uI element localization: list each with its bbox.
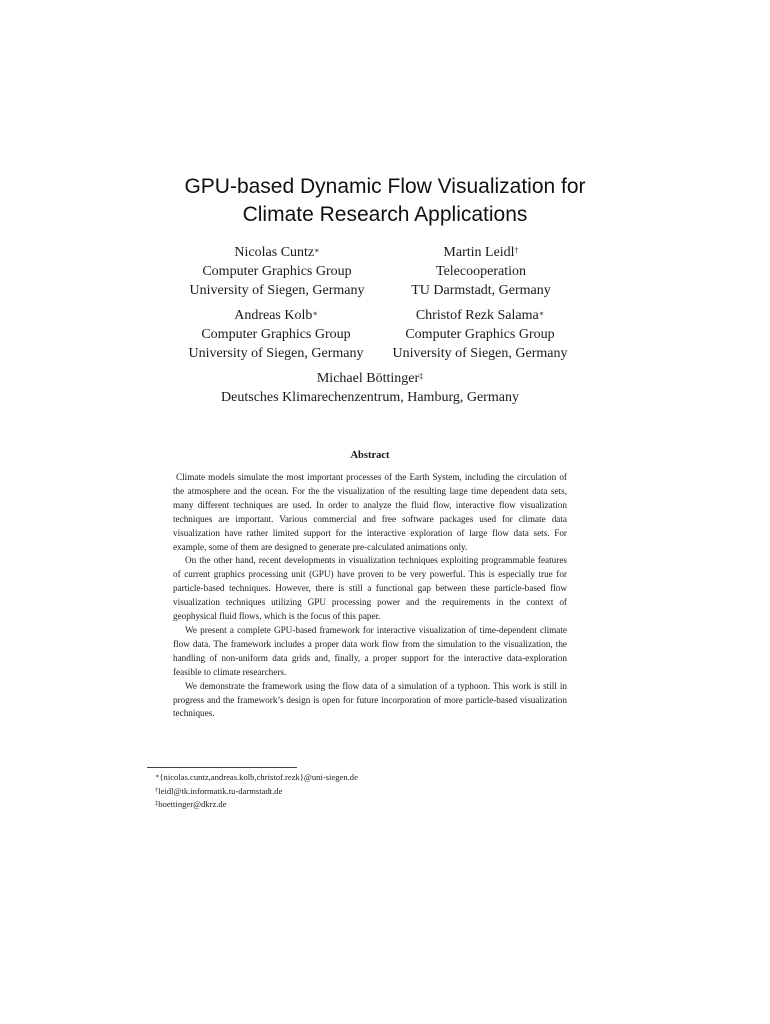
author-block-cuntz — [157, 243, 397, 300]
author-block-leidl — [381, 243, 581, 300]
author-affiliation: University of Siegen, Germany — [188, 346, 364, 361]
abstract-body — [173, 471, 567, 721]
footnote — [155, 771, 358, 785]
author-affiliation: University of Siegen, Germany — [392, 346, 568, 361]
author-block-kolb — [156, 306, 396, 363]
abstract-paragraph: Climate models simulate the most important processes of the Earth System, including the circulation of the atmosphere and the ocean. For the the visualization of the resulting large time dependent data sets, many different techniques are used. In order to analyze the fluid flow, interactive flow visualization techniques are important. Various commercial and free software packages used for climate data visualization have rather limited support for the interactive exploration of large flow data sets. For example, some of them are designed to generate pre-calculated animations only. — [173, 472, 567, 552]
author-name: Nicolas Cuntz∗ — [234, 245, 320, 260]
footnote-divider — [147, 767, 297, 768]
author-name: Michael Böttinger‡ — [316, 371, 424, 386]
footnote-mark: ∗ — [155, 773, 160, 780]
author-name: Martin Leidl† — [443, 245, 519, 260]
author-name: Andreas Kolb∗ — [234, 308, 318, 323]
title-line-2: Climate Research Applications — [242, 203, 528, 226]
author-group: Computer Graphics Group — [202, 264, 352, 279]
paper-title — [0, 173, 770, 229]
author-name: Christof Rezk Salama∗ — [415, 308, 545, 323]
footnote-text: {nicolas.cuntz,andreas.kolb,christof.rezk}@uni-siegen.de — [159, 772, 358, 782]
author-mark: ∗ — [538, 309, 545, 318]
abstract-paragraph: We demonstrate the framework using the flow data of a simulation of a typhoon. This work is still in progress and the framework’s design is open for future incorporation of more particle-based visualization techniques. — [173, 680, 567, 719]
author-group: Computer Graphics Group — [405, 327, 555, 342]
author-affiliation: University of Siegen, Germany — [189, 283, 365, 298]
abstract-paragraph: On the other hand, recent developments in visualization techniques exploiting programmable features of current graphics processing unit (GPU) have proven to be very powerful. This is especially true for particle-based techniques. However, there is still a functional gap between these particle-based flow visualization techniques utilizing GPU processing power and the requirements in the context of geophysical fluid flows, which is the focus of this paper. — [173, 555, 567, 622]
footnotes — [155, 771, 358, 812]
author-group: Telecooperation — [436, 264, 526, 279]
footnote — [155, 785, 358, 799]
author-mark: ∗ — [314, 246, 320, 255]
author-mark: ‡ — [419, 372, 424, 381]
footnote-mark: † — [155, 786, 159, 794]
footnote-text: leidl@tk.informatik.tu-darmstadt.de — [158, 785, 283, 796]
author-block-rezk-salama — [370, 306, 590, 363]
author-group: Computer Graphics Group — [201, 327, 351, 342]
author-mark: ∗ — [312, 309, 318, 318]
footnote — [155, 798, 358, 812]
footnote-mark: ‡ — [155, 800, 159, 807]
abstract-paragraph: We present a complete GPU-based framework for interactive visualization of time-dependent climate flow data. The framework includes a proper data work flow from the simulation to the visualization, the handling of non-uniform data grids and, finally, a proper support for the interactive data-exploration feasible to climate researchers. — [173, 624, 567, 677]
abstract-heading: Abstract — [350, 450, 390, 461]
title-line-1: GPU-based Dynamic Flow Visualization for — [184, 175, 586, 198]
author-affiliation: TU Darmstadt, Germany — [411, 283, 551, 298]
author-affiliation: Deutsches Klimarechenzentrum, Hamburg, Germany — [221, 390, 519, 405]
footnote-text: boettinger@dkrz.de — [158, 799, 227, 809]
author-mark: † — [514, 246, 519, 255]
author-block-boettinger — [180, 369, 560, 407]
